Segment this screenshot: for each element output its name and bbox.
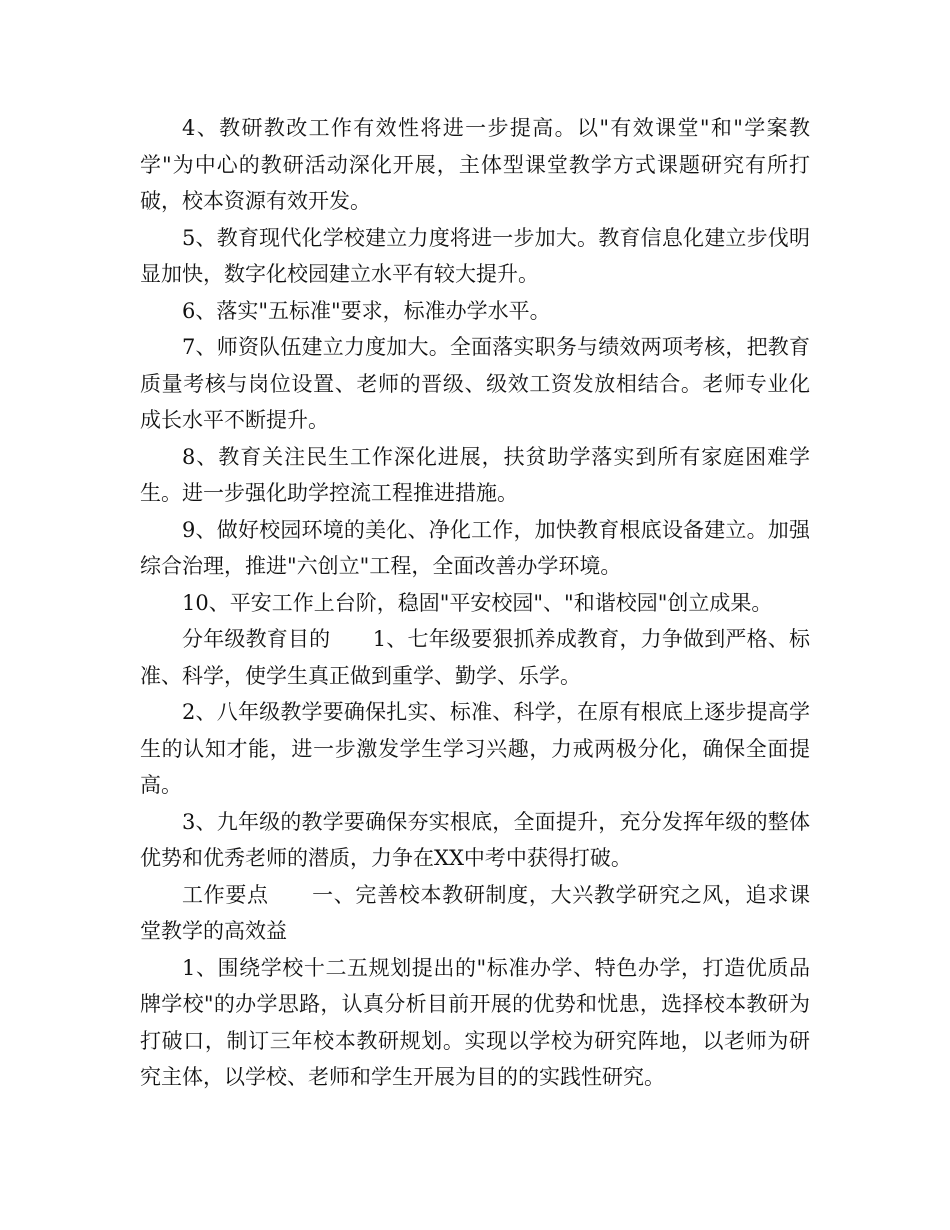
paragraph-item-7: 7、师资队伍建立力度加大。全面落实职务与绩效两项考核，把教育质量考核与岗位设置、老师的晋级、级效工资发放相结合。老师专业化成长水平不断提升。 [140, 335, 810, 432]
paragraph-grade-goals: 分年级教育目的 1、七年级要狠抓养成教育，力争做到严格、标准、科学，使学生真正做到重学、勤学、乐学。 [140, 627, 810, 688]
paragraph-work-point-1: 1、围绕学校十二五规划提出的"标准办学、特色办学，打造优质品牌学校"的办学思路，认真分析目前开展的优势和忧患，选择校本教研为打破口，制订三年校本教研规划。实现以学校为研究阵地，以老师为研究主体，以学校、老师和学生开展为目的的实践性研究。 [140, 955, 810, 1089]
paragraph-item-6: 6、落实"五标准"要求，标准办学水平。 [182, 298, 551, 323]
paragraph-grade-8: 2、八年级教学要确保扎实、标准、科学，在原有根底上逐步提高学生的认知才能，进一步激发学生学习兴趣，力戒两极分化，确保全面提高。 [140, 700, 810, 797]
document-page [140, 110, 810, 1096]
paragraph-grade-9: 3、九年级的教学要确保夯实根底，全面提升，充分发挥年级的整体优势和优秀老师的潜质，力争在XX中考中获得打破。 [140, 809, 810, 870]
paragraph-work-points: 工作要点 一、完善校本教研制度，大兴教学研究之风，追求课堂教学的高效益 [140, 882, 810, 943]
paragraph-item-5: 5、教育现代化学校建立力度将进一步加大。教育信息化建立步伐明显加快，数字化校园建立水平有较大提升。 [140, 225, 810, 286]
paragraph-item-4: 4、教研教改工作有效性将进一步提高。以"有效课堂"和"学案教学"为中心的教研活动深化开展，主体型课堂教学方式课题研究有所打破，校本资源有效开发。 [140, 116, 810, 213]
paragraph-item-8: 8、教育关注民生工作深化进展，扶贫助学落实到所有家庭困难学生。进一步强化助学控流工程推进措施。 [140, 444, 810, 505]
paragraph-item-10: 10、平安工作上台阶，稳固"平安校园"、"和谐校园"创立成果。 [182, 590, 773, 615]
paragraph-item-9: 9、做好校园环境的美化、净化工作，加快教育根底设备建立。加强综合治理，推进"六创立"工程，全面改善办学环境。 [140, 517, 810, 578]
